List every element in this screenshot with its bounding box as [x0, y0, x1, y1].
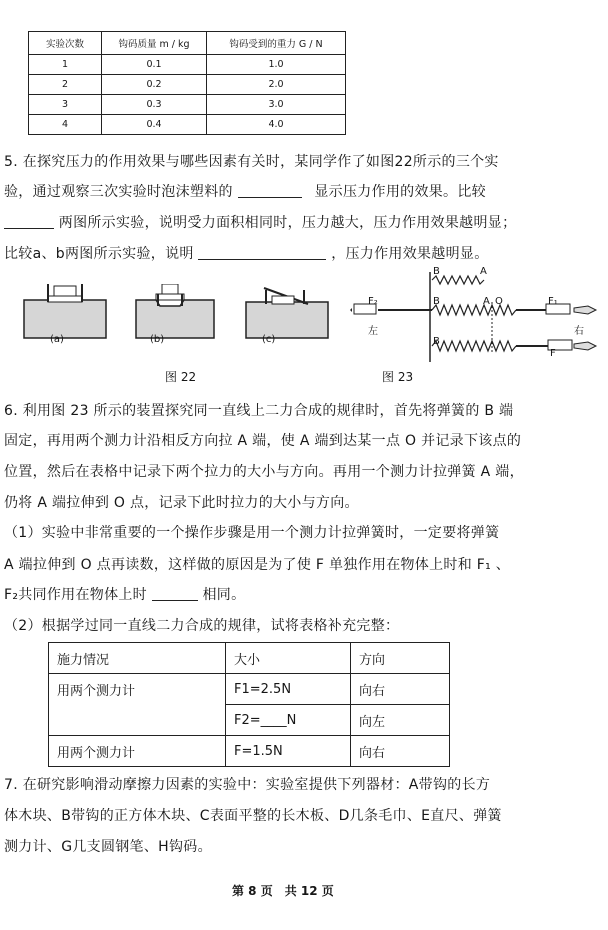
- table-header-row: [29, 32, 346, 55]
- header-cell: 方向: [351, 643, 450, 674]
- table-cell: [49, 705, 226, 736]
- table-row: [29, 95, 346, 115]
- q6-sub1-line-1: （1）实验中非常重要的一个操作步骤是用一个测力计拉弹簧时，一定要将弹簧: [4, 525, 500, 541]
- figure-22-caption: 图 22: [165, 370, 197, 384]
- table-cell: 0.3: [102, 95, 207, 115]
- header-cell: 钩码质量 m / kg: [102, 32, 207, 55]
- header-cell: 实验次数: [29, 32, 102, 55]
- table-cell: F1=2.5N: [226, 674, 351, 705]
- table-cell-answer[interactable]: F2=____N: [226, 705, 351, 736]
- table-header-row: [49, 643, 450, 674]
- table-row: [29, 55, 346, 75]
- table-row: [29, 75, 346, 95]
- force-combination-table: [48, 642, 450, 767]
- table-cell: 用两个测力计: [49, 674, 226, 705]
- q5-text: 验，通过观察三次实验时泡沫塑料的: [4, 184, 233, 200]
- answer-blank[interactable]: [238, 183, 302, 198]
- answer-blank[interactable]: [152, 586, 198, 601]
- q6-sub1-line-2: A 端拉伸到 O 点再读数，这样做的原因是为了使 F 单独作用在物体上时和 F₁ 、: [4, 557, 511, 573]
- header-cell: 施力情况: [49, 643, 226, 674]
- q6-line-2: 固定，再用两个测力计沿相反方向拉 A 端，使 A 端到达某一点 O 并记录下该点的: [4, 433, 522, 449]
- q7-line-2: 体木块、B带钩的正方体木块、C表面平整的长木板、D几条毛巾、E直尺、弹簧: [4, 808, 502, 824]
- q6-line-3: 位置，然后在表格中记录下两个拉力的大小与方向。再用一个测力计拉弹簧 A 端，: [4, 464, 524, 480]
- figure-label-b: (b): [150, 334, 165, 345]
- q6-text: F₂共同作用在物体上时: [4, 587, 147, 603]
- q5-text: 两图所示实验，说明受力面积相同时，压力越大，压力作用效果越明显；: [58, 215, 517, 231]
- label-f: F: [550, 348, 556, 359]
- q7-line-1: 7. 在研究影响滑动摩擦力因素的实验中：实验室提供下列器材：A带钩的长方: [4, 777, 491, 793]
- answer-blank[interactable]: [4, 214, 54, 229]
- table-cell: 用两个测力计: [49, 736, 226, 767]
- label-f2: F₂: [368, 296, 378, 307]
- table-row: [49, 674, 450, 705]
- header-cell: 钩码受到的重力 G / N: [207, 32, 346, 55]
- foam-block-c: [246, 288, 328, 338]
- label-b-top: B: [433, 266, 440, 277]
- q5-line-1: 5. 在探究压力的作用效果与哪些因素有关时，某同学作了如图22所示的三个实: [4, 154, 499, 170]
- q5-text: ，压力作用效果越明显。: [331, 246, 489, 262]
- table-row: [49, 736, 450, 767]
- label-o: O: [495, 296, 503, 307]
- weight-data-table: [28, 31, 346, 135]
- q6-sub2: （2）根据学过同一直线二力合成的规律，试将表格补充完整：: [4, 618, 400, 634]
- table-cell: 0.1: [102, 55, 207, 75]
- header-cell: 大小: [226, 643, 351, 674]
- table-cell: 1: [29, 55, 102, 75]
- label-left: 左: [368, 326, 378, 337]
- label-f1: F₁: [548, 296, 558, 307]
- table-cell: F=1.5N: [226, 736, 351, 767]
- foam-block-b: [136, 284, 214, 338]
- q5-text: 比较a、b两图所示实验，说明: [4, 246, 194, 262]
- table-cell: 4.0: [207, 115, 346, 135]
- table-cell: 2: [29, 75, 102, 95]
- table-cell: 2.0: [207, 75, 346, 95]
- q5-line-4: [4, 245, 489, 263]
- table-row: [49, 705, 450, 736]
- q6-sub1-line-3: [4, 586, 245, 604]
- q7-line-3: 测力计、G几支圆钢笔、H钩码。: [4, 839, 212, 855]
- figure-22-foam-experiment: [18, 284, 340, 350]
- figure-23-caption: 图 23: [382, 370, 414, 384]
- table-cell: 0.2: [102, 75, 207, 95]
- table-cell: 向右: [351, 674, 450, 705]
- table-row: [29, 115, 346, 135]
- table-cell: 3.0: [207, 95, 346, 115]
- table-cell: 向左: [351, 705, 450, 736]
- q5-line-3: [4, 214, 516, 232]
- table-cell: 1.0: [207, 55, 346, 75]
- page-footer: 第 8 页 共 12 页: [232, 884, 334, 898]
- label-a-top: A: [480, 266, 487, 277]
- label-a-middle: A: [483, 296, 490, 307]
- figure-label-a: (a): [50, 334, 64, 345]
- answer-blank[interactable]: [198, 245, 326, 260]
- label-b-bottom: B: [433, 336, 440, 347]
- table-cell: 3: [29, 95, 102, 115]
- q6-line-4: 仍将 A 端拉伸到 O 点，记录下此时拉力的大小与方向。: [4, 495, 359, 511]
- label-b-middle: B: [433, 296, 440, 307]
- figure-23-spring-apparatus: [348, 266, 600, 366]
- foam-block-a: [24, 284, 106, 338]
- label-right: 右: [574, 326, 584, 337]
- table-cell: 向右: [351, 736, 450, 767]
- table-cell: 0.4: [102, 115, 207, 135]
- figure-label-c: (c): [262, 334, 276, 345]
- table-cell: 4: [29, 115, 102, 135]
- q6-line-1: 6. 利用图 23 所示的装置探究同一直线上二力合成的规律时，首先将弹簧的 B 端: [4, 403, 514, 419]
- q6-text: 相同。: [202, 587, 246, 603]
- q5-text: 显示压力作用的效果。比较: [314, 184, 486, 200]
- q5-line-2: [4, 183, 486, 201]
